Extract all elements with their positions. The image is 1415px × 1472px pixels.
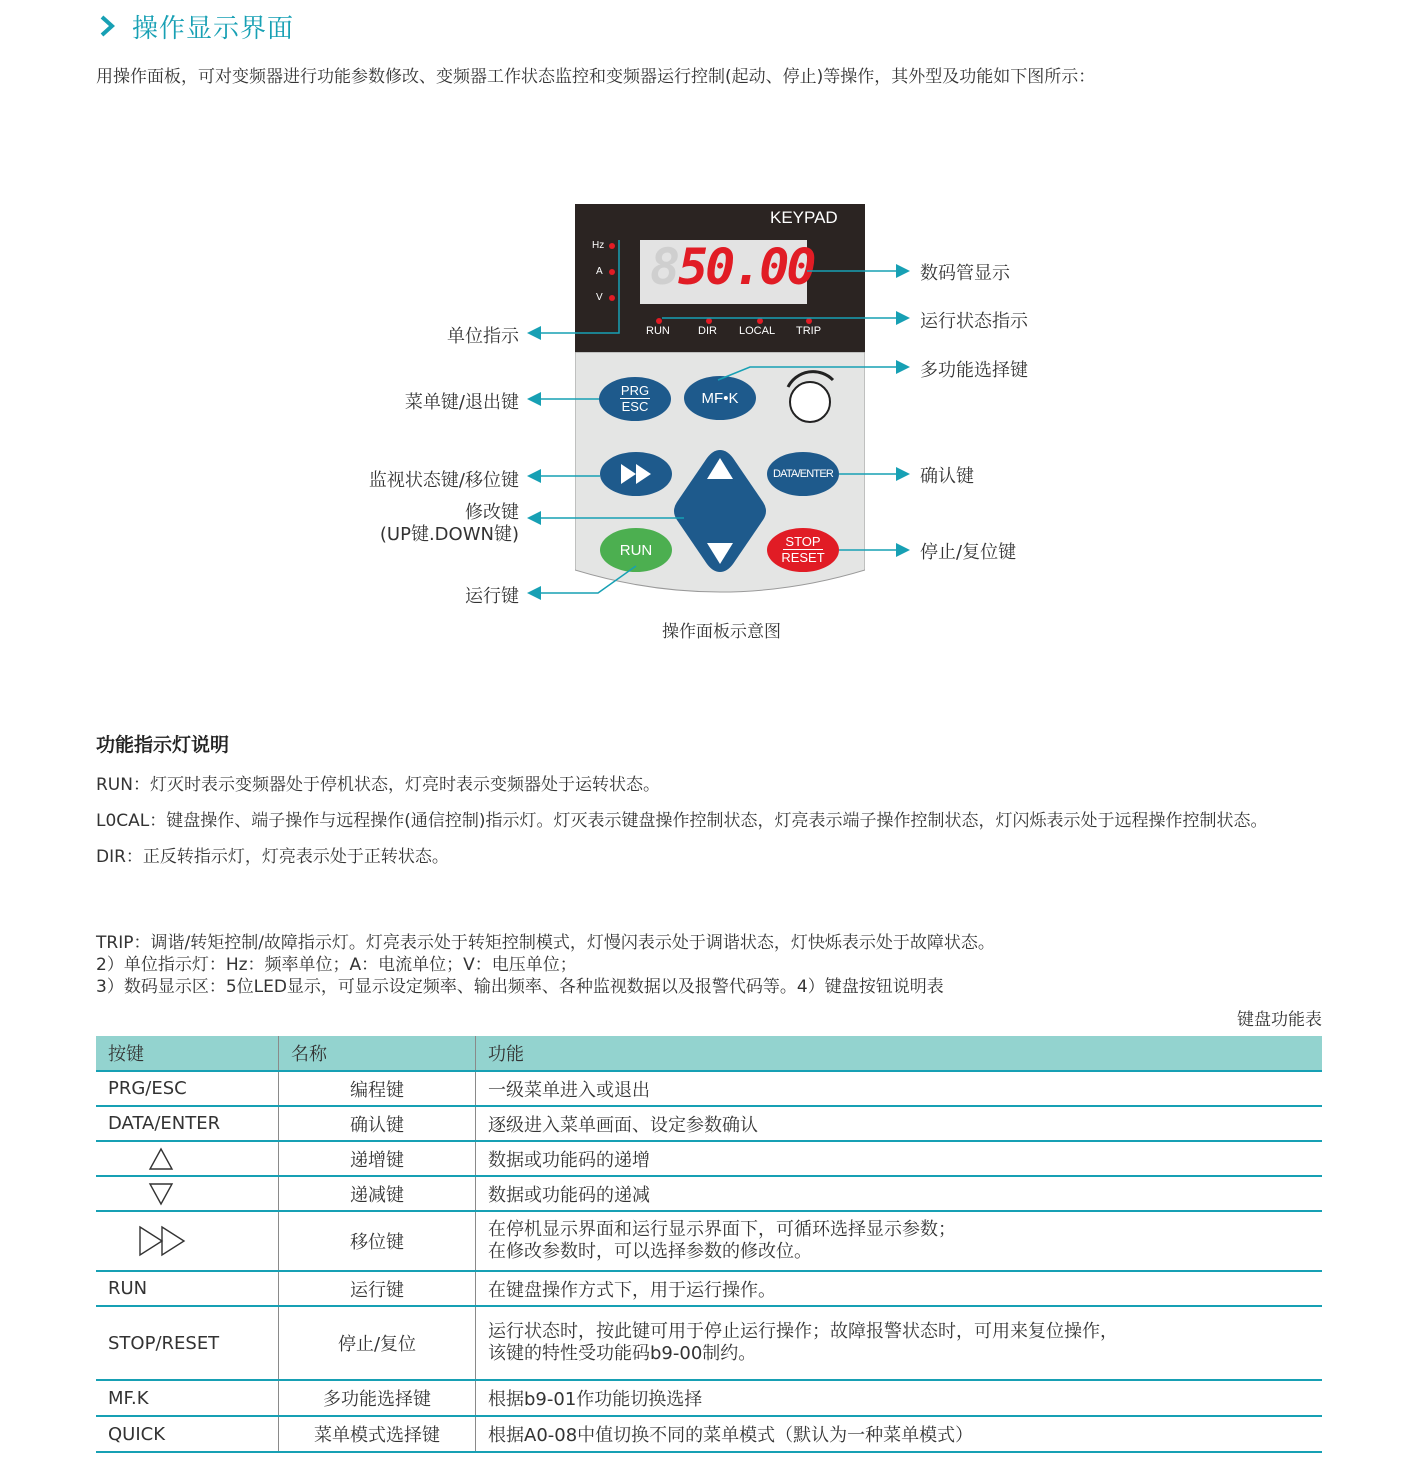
table-header-row [96,1036,1322,1071]
name-cell: 菜单模式选择键 [279,1416,476,1452]
shift-button[interactable] [600,452,672,496]
name-cell: 确认键 [279,1106,476,1141]
table-row [96,1380,1322,1416]
callout-digital-display: 数码管显示 [920,263,1010,284]
table-row [96,1106,1322,1141]
unit-label-v: V [596,292,603,303]
prg-esc-button[interactable] [599,377,671,421]
indicator-section-title: 功能指示灯说明 [96,734,230,756]
function-line-1: 在停机显示界面和运行显示界面下，可循环选择显示参数； [488,1219,956,1240]
function-cell: 数据或功能码的递增 [476,1141,1323,1176]
callout-confirm: 确认键 [920,466,974,487]
callout-monitor-shift: 监视状态键/移位键 [368,470,519,491]
function-cell: 一级菜单进入或退出 [476,1071,1323,1106]
up-triangle-icon [148,1147,174,1171]
chevron-right-icon [96,15,118,37]
callout-stop-reset: 停止/复位键 [920,542,1017,563]
key-cell [96,1176,279,1211]
key-cell: PRG/ESC [96,1071,279,1106]
key-cell [96,1211,279,1271]
unit-led-v [609,295,615,301]
status-label-run: RUN [646,325,670,337]
status-label-local: LOCAL [739,325,776,337]
down-triangle-icon [148,1182,174,1206]
local-led [757,318,763,324]
double-right-arrow-icon [138,1225,188,1257]
unit-indicator-text: 2）单位指示灯：Hz：频率单位；A：电流单位；V：电压单位； [96,955,577,975]
table-row [96,1141,1322,1176]
key-cell: QUICK [96,1416,279,1452]
callout-modify: 修改键 [465,502,519,523]
callout-modify-sub: (UP键.DOWN键) [379,524,519,545]
potentiometer-knob[interactable] [787,376,837,426]
key-cell: MF.K [96,1380,279,1416]
reset-label: RESET [781,549,825,565]
unit-led-a [609,269,615,275]
led-ghost-digit: 8 [650,238,681,296]
name-cell: 递增键 [279,1141,476,1176]
table-caption: 键盘功能表 [1237,1010,1322,1030]
key-function-table [96,1036,1322,1453]
figure-caption: 操作面板示意图 [662,622,781,642]
callout-run-status: 运行状态指示 [920,311,1028,332]
function-cell [476,1306,1323,1380]
data-enter-button[interactable]: DATA/ENTER [767,452,839,496]
run-led [656,318,662,324]
name-cell: 编程键 [279,1071,476,1106]
key-cell: STOP/RESET [96,1306,279,1380]
indicator-local-text: L0CAL：键盘操作、端子操作与远程操作(通信控制)指示灯。灯灭表示键盘操作控制状态，灯亮表示端子操作控制状态，灯闪烁表示处于远程操作控制状态。 [96,811,1268,831]
function-line-2: 在修改参数时，可以选择参数的修改位。 [488,1241,812,1262]
callout-multi-function: 多功能选择键 [920,360,1028,381]
page-title: 操作显示界面 [132,13,295,44]
dir-led [706,318,712,324]
led-display-value: 50.00 [678,238,814,296]
header-name: 名称 [279,1036,476,1071]
trip-led [806,318,812,324]
status-label-trip: TRIP [796,325,822,337]
indicator-dir-text: DIR：正反转指示灯，灯亮表示处于正转状态。 [96,847,449,867]
function-line-2: 该键的特性受功能码b9-00制约。 [488,1343,757,1364]
prg-label: PRG [620,382,650,398]
mf-k-button[interactable]: MF•K [684,376,756,420]
function-line-1: 运行状态时，按此键可用于停止运行操作；故障报警状态时，可用来复位操作， [488,1321,1118,1342]
function-cell: 数据或功能码的递减 [476,1176,1323,1211]
stop-label: STOP [785,533,821,549]
key-cell [96,1141,279,1176]
indicator-trip-text: TRIP：调谐/转矩控制/故障指示灯。灯亮表示处于转矩控制模式，灯慢闪表示处于调谐状态，灯快烁表示处于故障状态。 [96,933,995,953]
key-cell: RUN [96,1271,279,1306]
callout-run-key: 运行键 [465,586,519,607]
name-cell: 移位键 [279,1211,476,1271]
up-down-key[interactable] [671,446,769,576]
double-right-arrow-icon [619,463,653,485]
table-row [96,1271,1322,1306]
table-row [96,1416,1322,1452]
function-cell: 根据b9-01作功能切换选择 [476,1380,1323,1416]
table-row [96,1211,1322,1271]
callout-menu-exit: 菜单键/退出键 [404,392,519,413]
function-cell [476,1211,1323,1271]
name-cell: 递减键 [279,1176,476,1211]
header-key: 按键 [96,1036,279,1071]
table-row [96,1071,1322,1106]
function-cell: 逐级进入菜单画面、设定参数确认 [476,1106,1323,1141]
header-function: 功能 [476,1036,1323,1071]
intro-text: 用操作面板，可对变频器进行功能参数修改、变频器工作状态监控和变频器运行控制(起动、停止)等操作，其外型及功能如下图所示： [96,67,1096,87]
stop-reset-button[interactable] [767,528,839,572]
function-cell: 根据A0-08中值切换不同的菜单模式（默认为一种菜单模式） [476,1416,1323,1452]
unit-label-hz: Hz [592,240,605,251]
indicator-run-text: RUN：灯灭时表示变频器处于停机状态，灯亮时表示变频器处于运转状态。 [96,775,660,795]
key-cell: DATA/ENTER [96,1106,279,1141]
display-area-text: 3）数码显示区：5位LED显示，可显示设定频率、输出频率、各种监视数据以及报警代码等。4）键盘按钮说明表 [96,977,944,997]
keypad-brand: KEYPAD [770,208,838,227]
run-button[interactable]: RUN [600,528,672,572]
callout-unit-indicator: 单位指示 [447,326,519,347]
name-cell: 运行键 [279,1271,476,1306]
status-label-dir: DIR [698,325,717,337]
name-cell: 多功能选择键 [279,1380,476,1416]
unit-label-a: A [596,266,603,277]
name-cell: 停止/复位 [279,1306,476,1380]
section-header [96,6,294,46]
table-row [96,1306,1322,1380]
unit-led-hz [609,243,615,249]
esc-label: ESC [621,398,649,414]
function-cell: 在键盘操作方式下，用于运行操作。 [476,1271,1323,1306]
table-row [96,1176,1322,1211]
